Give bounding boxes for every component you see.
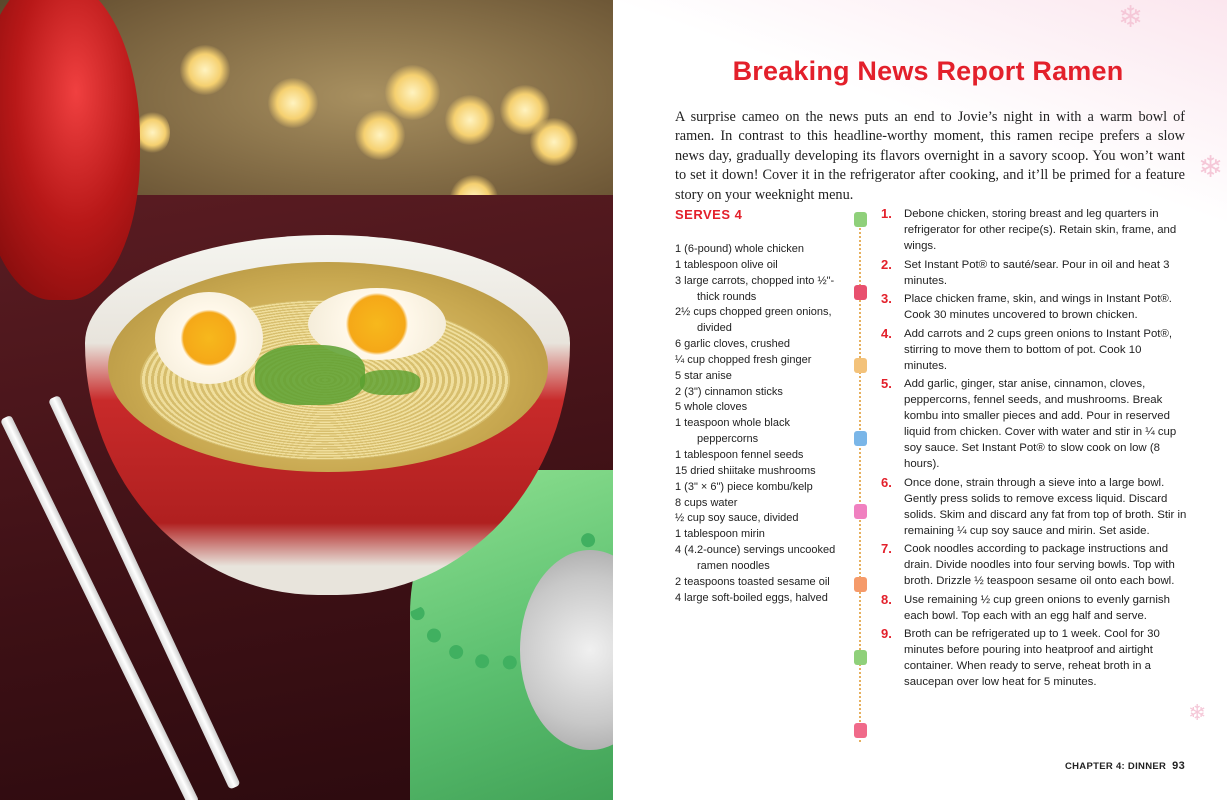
recipe-title: Breaking News Report Ramen xyxy=(732,56,1124,86)
ingredient-item: 4 (4.2-ounce) servings uncooked ramen noodles xyxy=(675,544,836,572)
step-number: 3. xyxy=(881,291,892,306)
ingredient-item: 2 (3") cinnamon sticks xyxy=(675,385,783,398)
marshmallow-icon xyxy=(854,504,867,519)
ingredient-item: 6 garlic cloves, crushed xyxy=(675,338,790,351)
ingredient-item: 5 whole cloves xyxy=(675,401,748,414)
bokeh-light xyxy=(268,78,318,128)
step-text: Place chicken frame, skin, and wings in Instant Pot®. Cook 30 minutes uncovered to brown chicken. xyxy=(904,293,1172,321)
step-text: Debone chicken, storing breast and leg quarters in refrigerator for other recipe(s). Retain skin, frame, and wings. xyxy=(904,208,1177,252)
instruction-step xyxy=(881,291,1187,323)
instruction-step xyxy=(881,206,1187,254)
ingredient-item: 2 teaspoons toasted sesame oil xyxy=(675,575,830,588)
step-text: Broth can be refrigerated up to 1 week. Cool for 30 minutes before pouring into heatproof and airtight container. When ready to serve, reheat broth in a saucepan over low heat for 5 minutes. xyxy=(904,628,1160,688)
snowflake-icon: ❄ xyxy=(1118,1,1144,34)
step-number: 7. xyxy=(881,541,892,556)
egg-half xyxy=(155,292,263,384)
ingredient-item: 1 teaspoon whole black peppercorns xyxy=(675,417,790,446)
green-onions xyxy=(255,345,365,405)
ingredient-item: 1 tablespoon fennel seeds xyxy=(675,448,804,461)
ingredient-item: 1 tablespoon olive oil xyxy=(675,258,778,271)
marshmallow-divider xyxy=(854,212,866,742)
instruction-step xyxy=(881,326,1187,374)
ingredient-item: 1 (6-pound) whole chicken xyxy=(675,243,805,255)
ingredient-item: 15 dried shiitake mushrooms xyxy=(675,464,816,477)
marshmallow-icon xyxy=(854,212,867,227)
step-number: 1. xyxy=(881,206,892,221)
recipe-page xyxy=(613,0,1227,800)
chapter-label: CHAPTER 4: DINNER xyxy=(1064,761,1167,772)
step-number: 4. xyxy=(881,325,892,341)
step-number: 9. xyxy=(881,626,892,641)
ingredient-item: 5 star anise xyxy=(675,369,732,382)
marshmallow-icon xyxy=(854,723,867,738)
recipe-intro: A surprise cameo on the news puts an end to Jovie’s night in with a warm bowl of ramen. In contrast to this headline-worthy moment, this ramen recipe prefers a slow news day, gradually developing its flavors overnight in a savory scoop. You won’t want to set it down! Cover it in the refrigerator after cooking, and it’ll be primed for a feature story on your weeknight menu. xyxy=(675,109,1185,203)
bokeh-light xyxy=(530,118,578,166)
step-text: Once done, strain through a sieve into a large bowl. Gently press solids to remove excess liquid. Discard solids. Skim and discard any fat from top of broth. Stir in remaining ¼ cup soy sauce and mirin. Set aside. xyxy=(904,476,1187,537)
step-text: Add carrots and 2 cups green onions to Instant Pot®, stirring to move them to bottom of pot. Cook 10 minutes. xyxy=(904,327,1173,372)
ingredient-list xyxy=(675,242,847,606)
step-number: 8. xyxy=(881,591,892,607)
bokeh-light xyxy=(355,110,405,160)
step-number: 2. xyxy=(881,256,892,272)
ingredient-item: 2½ cups chopped green onions, divided xyxy=(675,306,832,335)
page-number: 93 xyxy=(1172,760,1185,772)
step-number: 5. xyxy=(881,376,892,391)
instruction-step xyxy=(881,257,1187,289)
ramen-photo xyxy=(0,0,613,800)
step-text: Use remaining ½ cup green onions to evenly garnish each bowl. Top each with an egg half and serve. xyxy=(904,593,1170,622)
instruction-step xyxy=(881,475,1187,539)
red-vase xyxy=(0,0,140,300)
marshmallow-icon xyxy=(854,577,867,592)
page-footer xyxy=(1065,760,1185,772)
snowflake-icon: ❄ xyxy=(1188,700,1207,725)
ingredient-item: 4 large soft-boiled eggs, halved xyxy=(675,591,828,604)
marshmallow-icon xyxy=(854,650,867,665)
bokeh-light xyxy=(135,110,170,155)
ingredient-item: ¼ cup chopped fresh ginger xyxy=(675,353,812,366)
step-text: Cook noodles according to package instructions and drain. Divide noodles into four serving bowls. Top with broth. Drizzle ½ teaspoon sesame oil onto each bowl. xyxy=(904,543,1175,587)
bokeh-light xyxy=(445,95,495,145)
ingredient-item: 3 large carrots, chopped into ½"-thick rounds xyxy=(675,274,835,303)
instruction-step xyxy=(881,541,1187,589)
ingredient-item: 1 tablespoon mirin xyxy=(675,528,765,541)
instruction-step xyxy=(881,376,1187,472)
ingredient-item: 8 cups water xyxy=(675,496,738,509)
ingredient-item: ½ cup soy sauce, divided xyxy=(675,512,799,525)
step-number: 6. xyxy=(881,474,892,490)
marshmallow-icon xyxy=(854,285,867,300)
step-text: Set Instant Pot® to sauté/sear. Pour in oil and heat 3 minutes. xyxy=(904,258,1170,287)
instruction-list xyxy=(881,206,1187,693)
green-onions xyxy=(360,370,420,395)
snowflake-icon: ❄ xyxy=(1198,151,1224,184)
bokeh-light xyxy=(180,45,230,95)
ingredient-item: 1 (3" × 6") piece kombu/kelp xyxy=(675,480,813,493)
step-text: Add garlic, ginger, star anise, cinnamon, cloves, peppercorns, fennel seeds, and mushrooms. Break kombu into smaller pieces and add. Pour in reserved liquid from chicken. Cover with water and stir in ¼ cup soy sauce. Set Instant Pot® to slow cook on low (8 hours). xyxy=(904,378,1177,470)
instruction-step xyxy=(881,592,1187,624)
marshmallow-icon xyxy=(854,358,867,373)
serves-label: SERVES 4 xyxy=(675,207,743,222)
marshmallow-icon xyxy=(854,431,867,446)
instruction-step xyxy=(881,626,1187,690)
bokeh-light xyxy=(385,65,440,120)
